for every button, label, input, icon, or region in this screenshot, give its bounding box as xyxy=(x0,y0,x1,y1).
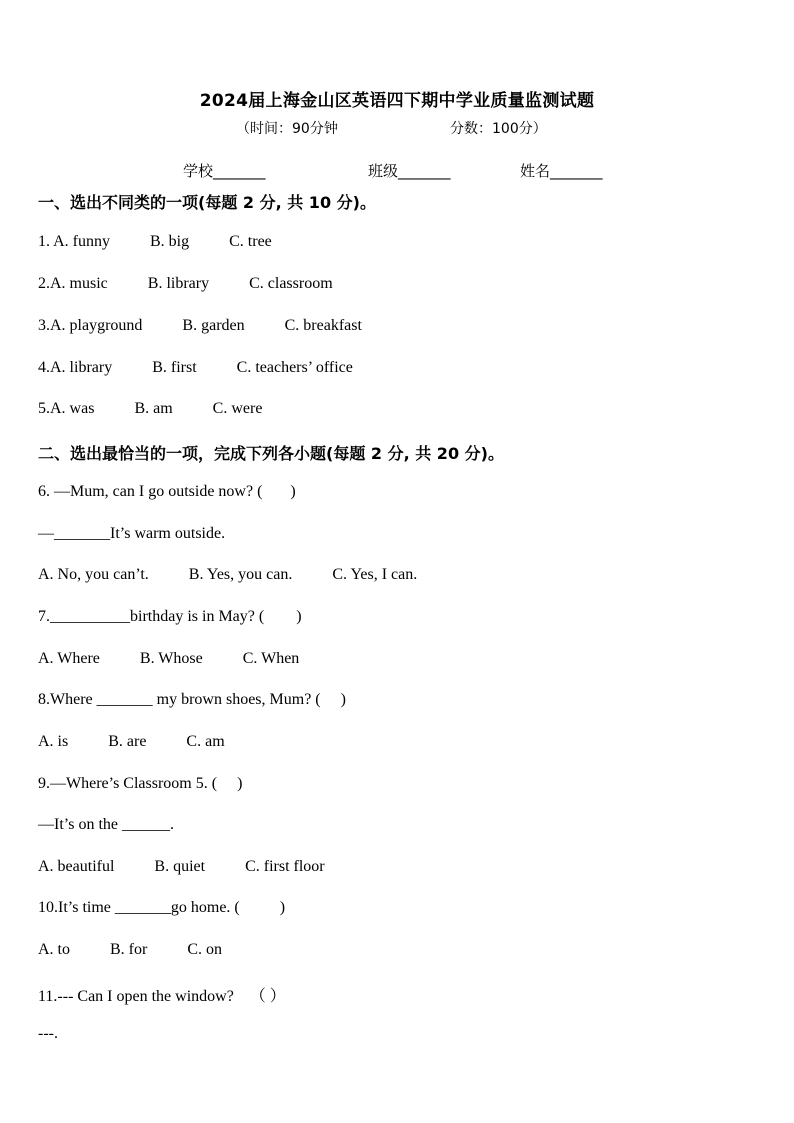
question-9-answer: —It’s on the ______. xyxy=(38,816,174,833)
question-10-options: A. to B. for C. on xyxy=(38,941,222,958)
exam-time: （时间：90分钟 xyxy=(236,121,338,137)
question-10: 10.It’s time _______go home. ( ) xyxy=(38,899,286,916)
exam-score: 分数：100分） xyxy=(450,121,547,137)
question-8-options: A. is B. are C. am xyxy=(38,733,225,750)
section-heading: 二、选出最恰当的一项，完成下列各小题(每题 2 分, 共 20 分)。 xyxy=(38,444,504,463)
question-6-answer: —_______It’s warm outside. xyxy=(38,525,226,542)
question-11: 11.--- Can I open the window? （ ） xyxy=(38,988,286,1005)
section-heading: 一、选出不同类的一项(每题 2 分, 共 10 分)。 xyxy=(38,193,376,212)
question-7: 7.__________birthday is in May? ( ) xyxy=(38,608,302,625)
question-9: 9.—Where’s Classroom 5. ( ) xyxy=(38,775,243,792)
question-2: 2.A. music B. library C. classroom xyxy=(38,275,333,292)
class-field: 班级_______ xyxy=(368,162,451,180)
name-field: 姓名_______ xyxy=(520,162,603,180)
question-9-options: A. beautiful B. quiet C. first floor xyxy=(38,858,325,875)
question-1: 1. A. funny B. big C. tree xyxy=(38,233,272,250)
page-title: 2024届上海金山区英语四下期中学业质量监测试题 xyxy=(199,91,595,111)
question-6-options: A. No, you can’t. B. Yes, you can. C. Yes, I can. xyxy=(38,566,418,583)
question-3: 3.A. playground B. garden C. breakfast xyxy=(38,317,362,334)
question-7-options: A. Where B. Whose C. When xyxy=(38,650,300,667)
question-5: 5.A. was B. am C. were xyxy=(38,400,263,417)
question-11-answer: ---. xyxy=(38,1025,58,1042)
question-8: 8.Where _______ my brown shoes, Mum? ( ) xyxy=(38,691,346,708)
question-4: 4.A. library B. first C. teachers’ office xyxy=(38,359,353,376)
question-6: 6. —Mum, can I go outside now? ( ) xyxy=(38,483,296,500)
school-field: 学校_______ xyxy=(183,162,266,180)
